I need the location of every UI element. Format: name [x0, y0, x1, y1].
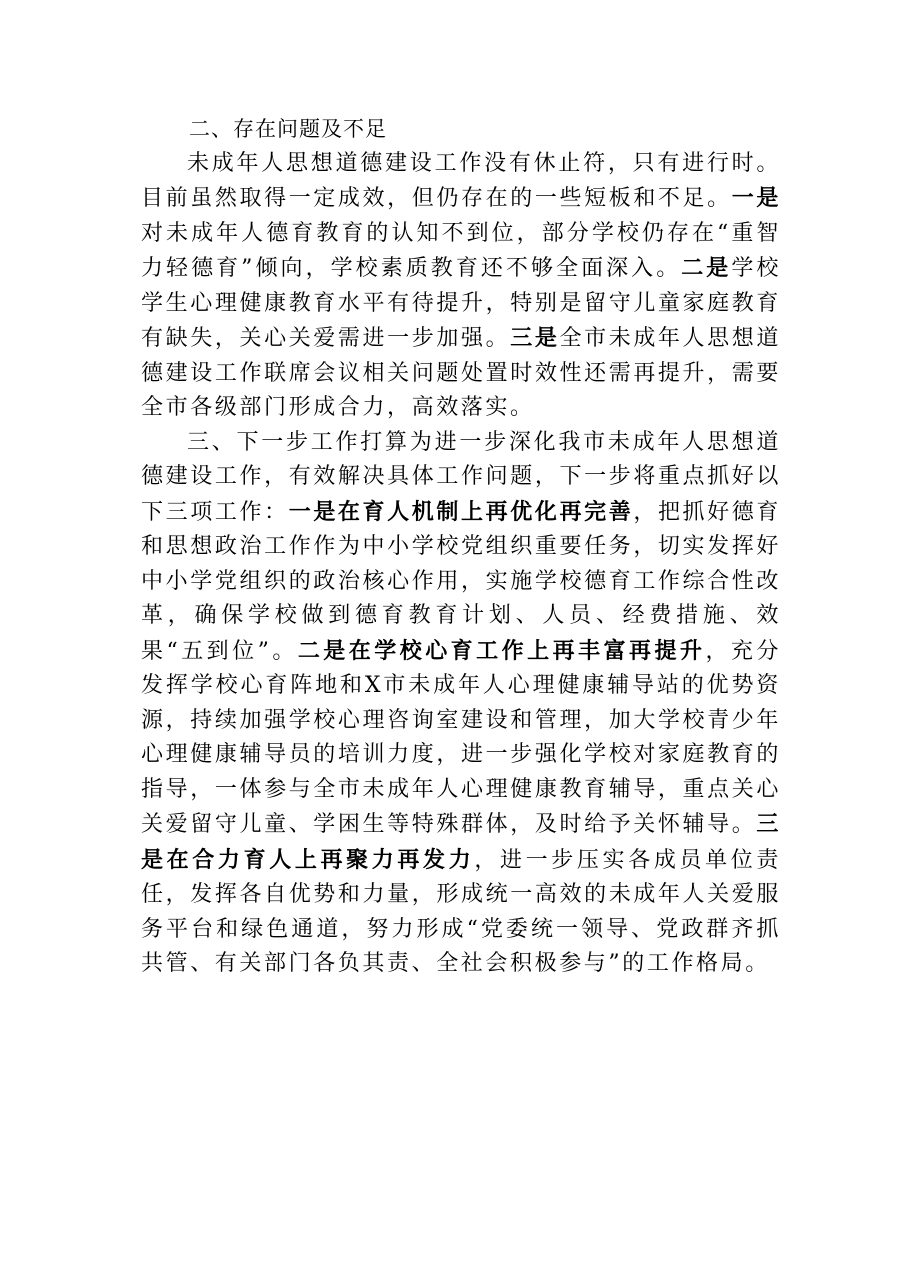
task-3-text: ，进一步压实各成员单位责任，发挥各自优势和力量，形成统一高效的未成年人关爱服务平台和绿色通道，努力形成“党委统一领导、党政群齐抓共管、有关部门各负其责、全社会积极参与”的工作格局。: [141, 847, 781, 976]
task-2-heading: 二是在学校心育工作上再丰富再提升: [297, 637, 706, 664]
problem-3-marker: 三是: [510, 325, 560, 351]
next-steps-lead-text: 三、下一步工作打算为进一步深化我市未成年人思想道德建设工作，有效解决具体工作问题，下一步将重点抓好以下三项工作：: [141, 429, 781, 525]
task-3-heading: 三是在合力育人上再聚力再发力: [141, 811, 781, 873]
problem-2-text: 学校学生心理健康教育水平有待提升，特别是留守儿童家庭教育有缺失，关心关爱需进一步加强。: [141, 256, 782, 351]
problems-intro-text: 未成年人思想道德建设工作没有休止符，只有进行时。目前虽然取得一定成效，但仍存在的一些短板和不足。: [141, 150, 781, 211]
task-1-text: ，把抓好德育和思想政治工作作为中小学校党组织重要任务，切实发挥好中小学党组织的政治核心作用，实施学校德育工作综合性改革，确保学校做到德育教育计划、人员、经费措施、效果“五到位”。: [141, 499, 782, 664]
document-page: [141, 112, 781, 982]
problems-paragraph: [141, 147, 781, 426]
problem-1-text: 对未成年人德育教育的认知不到位，部分学校仍存在“重智力轻德育”倾向，学校素质教育还不够全面深入。: [141, 220, 781, 281]
problem-1-marker: 一是: [731, 185, 781, 211]
task-1-heading: 一是在育人机制上再优化再完善: [288, 498, 634, 525]
section-heading-problems: 二、存在问题及不足: [189, 117, 387, 141]
task-2-text: ，充分发挥学校心育阵地和X市未成年人心理健康辅导站的优势资源，持续加强学校心理咨询室建设和管理，加大学校青少年心理健康辅导员的培训力度，进一步强化学校对家庭教育的指导，一体参与全市未成年人心理健康教育辅导，重点关心关爱留守儿童、学困生等特殊群体，及时给予关怀辅导。: [141, 638, 781, 837]
problem-2-marker: 二是: [681, 255, 732, 281]
next-steps-paragraph: [141, 426, 781, 982]
problem-3-text: 全市未成年人思想道德建设工作联席会议相关问题处置时效性还需再提升，需要全市各级部门形成合力，高效落实。: [141, 326, 781, 420]
